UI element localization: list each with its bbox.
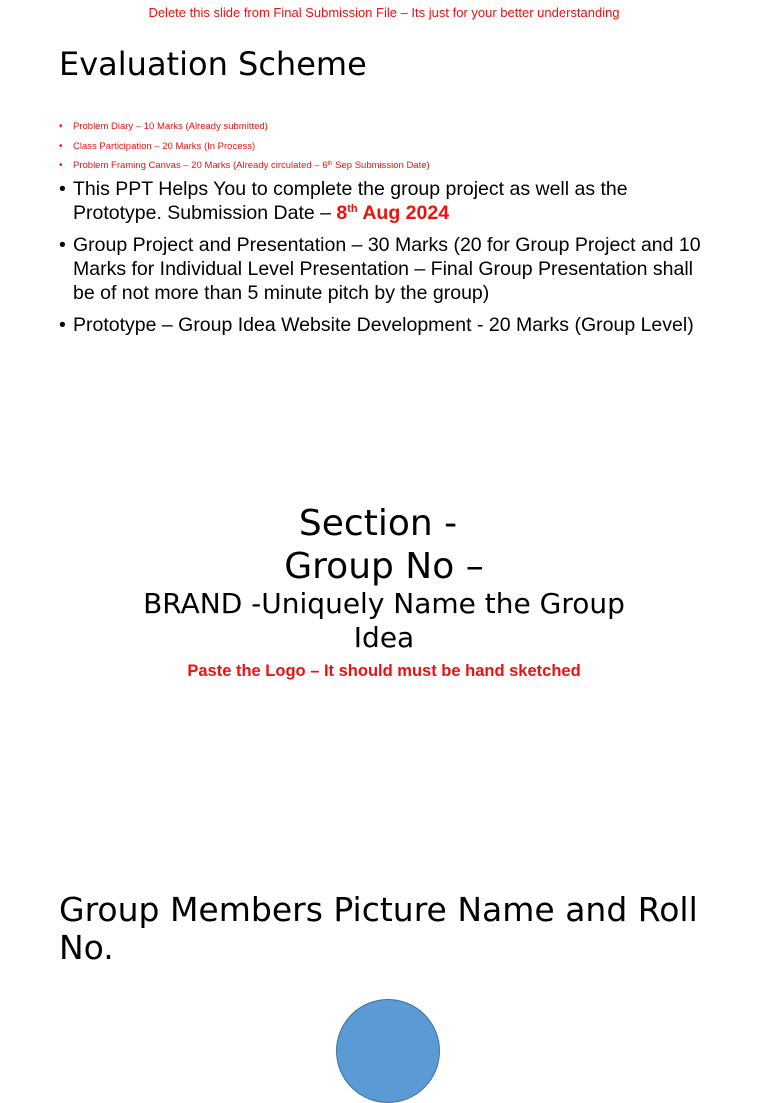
submission-date xyxy=(336,202,449,224)
list-item-class-participation: • Class Participation – 20 Marks (In Process) xyxy=(59,137,619,157)
slide-evaluation-scheme xyxy=(0,0,768,380)
group-number-heading: Group No – xyxy=(284,546,484,587)
section-heading: Section - xyxy=(298,503,458,544)
list-item-prototype: • Prototype – Group Idea Website Development - 20 Marks (Group Level) xyxy=(59,313,709,337)
slide-group-title xyxy=(0,470,768,720)
marks-breakdown-list xyxy=(59,117,619,176)
canvas-date-superscript: th xyxy=(327,161,333,168)
members-title: Group Members Picture Name and Roll No. xyxy=(59,890,698,967)
submission-date-month-year: Aug 2024 xyxy=(357,202,450,224)
project-details-list xyxy=(59,177,709,345)
delete-slide-notice: Delete this slide from Final Submission File – Its just for your better understanding xyxy=(148,5,620,20)
slide-group-members xyxy=(0,880,768,1024)
submission-date-day: 8 xyxy=(336,202,348,224)
brand-subtitle: BRAND -Uniquely Name the Group Idea xyxy=(143,587,625,654)
list-item-problem-diary: • Problem Diary – 10 Marks (Already submitted) xyxy=(59,117,619,137)
list-item-problem-framing-canvas xyxy=(59,156,619,176)
member-photo-placeholder xyxy=(336,999,440,1103)
list-item-ppt-submission xyxy=(59,177,709,225)
slide-title: Evaluation Scheme xyxy=(59,45,367,83)
canvas-text-suffix: Sep Submission Date) xyxy=(332,160,430,172)
submission-date-superscript: th xyxy=(347,203,358,215)
list-item-group-project: • Group Project and Presentation – 30 Marks (20 for Group Project and 10 Marks for Individual Level Presentation – Final Group Presentation shall be of not more than 5 minute pitch by the group) xyxy=(59,233,709,305)
logo-instruction: Paste the Logo – It should must be hand sketched xyxy=(187,662,581,680)
ppt-submission-text: This PPT Helps You to complete the group project as well as the Prototype. Submission Date – xyxy=(73,178,628,224)
canvas-text-prefix: Problem Framing Canvas – 20 Marks (Already circulated – 6 xyxy=(73,160,328,172)
